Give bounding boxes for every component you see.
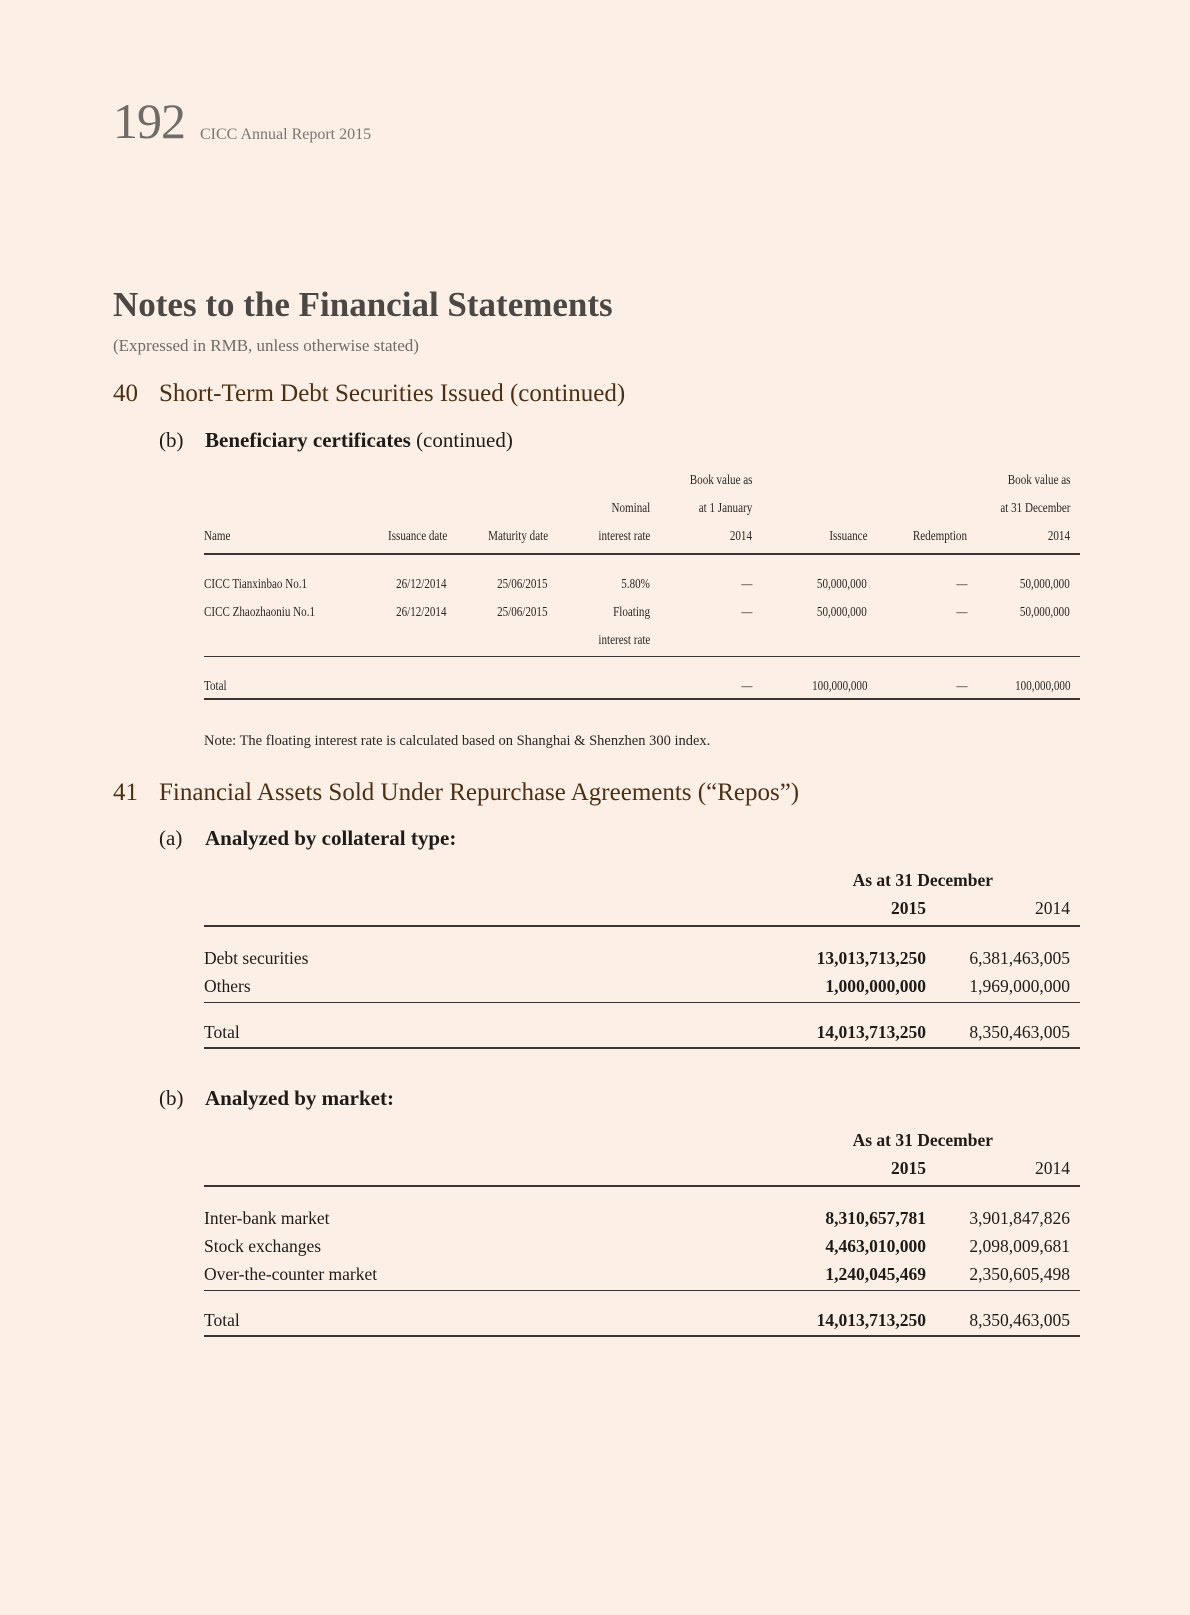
cell-issuance: 50,000,000 — [817, 604, 867, 619]
table-row — [204, 570, 1080, 598]
total-book-dec: 100,000,000 — [1014, 678, 1070, 693]
row-label: Inter-bank market — [204, 1208, 330, 1228]
row-label: Others — [204, 976, 251, 996]
thin-rule — [204, 1002, 1080, 1003]
subsection-label: (b) — [159, 428, 184, 452]
table-header-row — [204, 866, 1080, 894]
subtotal-rule — [204, 1288, 1080, 1306]
beneficiary-certificates-table — [204, 466, 1080, 704]
header-2014: 2014 — [1035, 898, 1070, 918]
row-label: Debt securities — [204, 948, 309, 968]
header-book-dec: at 31 December — [999, 500, 1070, 515]
subsection-suffix: (continued) — [410, 428, 513, 452]
header-rule — [204, 922, 1080, 944]
thin-rule — [204, 1290, 1080, 1291]
value-2014: 3,901,847,826 — [969, 1208, 1070, 1228]
report-title: CICC Annual Report 2015 — [200, 126, 372, 143]
header-2014: 2014 — [1035, 1158, 1070, 1178]
thick-rule — [204, 925, 1080, 927]
table-row — [204, 1260, 1080, 1288]
header-rule — [204, 550, 1080, 570]
total-2014: 8,350,463,005 — [969, 1310, 1070, 1330]
thick-rule — [204, 553, 1080, 555]
cell-rate: Floating — [613, 604, 650, 619]
subsection-title: Analyzed by collateral type: — [205, 826, 457, 850]
row-label: Over-the-counter market — [204, 1264, 378, 1284]
section-40b-heading — [159, 430, 513, 451]
cell-book-jan: — — [740, 604, 752, 619]
collateral-type-table — [204, 866, 1080, 1050]
section-title: Short-Term Debt Securities Issued (continued) — [159, 380, 626, 407]
header-book-jan: 2014 — [729, 528, 752, 543]
value-2015: 1,000,000,000 — [825, 976, 926, 996]
table-row — [204, 1232, 1080, 1260]
notes-subtitle: (Expressed in RMB, unless otherwise stated) — [113, 336, 419, 355]
header-book-jan: Book value as — [689, 472, 752, 487]
table-header-row — [204, 522, 1080, 550]
table-row — [204, 944, 1080, 972]
subtotal-rule — [204, 654, 1080, 672]
subtotal-rule — [204, 1000, 1080, 1018]
total-redemption: — — [955, 678, 967, 693]
table-header-row — [204, 894, 1080, 922]
thin-rule — [204, 656, 1080, 657]
table-header-row — [204, 1126, 1080, 1154]
cell-book-dec: 50,000,000 — [1020, 576, 1070, 591]
total-label: Total — [204, 678, 227, 693]
subsection-label: (a) — [159, 826, 183, 850]
total-2015: 14,013,713,250 — [816, 1310, 926, 1330]
total-issuance: 100,000,000 — [811, 678, 867, 693]
table-total-row — [204, 1018, 1080, 1046]
total-rule — [204, 1334, 1080, 1338]
header-2015: 2015 — [891, 1158, 926, 1178]
value-2014: 1,969,000,000 — [969, 976, 1070, 996]
cell-book-dec: 50,000,000 — [1020, 604, 1070, 619]
header-book-dec: 2014 — [1047, 528, 1070, 543]
table-total-row — [204, 1306, 1080, 1334]
header-redemption: Redemption — [912, 528, 967, 543]
section-title: Financial Assets Sold Under Repurchase Agreements (“Repos”) — [159, 779, 800, 806]
total-book-jan: — — [740, 678, 752, 693]
thick-rule — [204, 698, 1080, 700]
header-group: As at 31 December — [852, 1130, 993, 1150]
table-note: Note: The floating interest rate is calculated based on Shanghai & Shenzhen 300 index. — [204, 733, 711, 749]
table-row-continuation — [204, 626, 1080, 654]
section-41b-heading — [159, 1088, 394, 1109]
header-issuance: Issuance — [828, 528, 867, 543]
cell-rate: interest rate — [598, 632, 650, 647]
section-number: 41 — [113, 779, 138, 806]
cell-book-jan: — — [740, 576, 752, 591]
cell-redemption: — — [955, 604, 967, 619]
value-2014: 6,381,463,005 — [969, 948, 1070, 968]
cell-issuance-date: 26/12/2014 — [396, 576, 447, 591]
table-total-row — [204, 672, 1080, 700]
section-41-heading — [113, 780, 799, 805]
notes-title: Notes to the Financial Statements — [113, 285, 613, 324]
thick-rule — [204, 1047, 1080, 1049]
total-label: Total — [204, 1310, 240, 1330]
header-interest-rate: interest rate — [598, 528, 650, 543]
cell-name: CICC Zhaozhaoniu No.1 — [204, 604, 315, 619]
value-2015: 4,463,010,000 — [825, 1236, 926, 1256]
total-2014: 8,350,463,005 — [969, 1022, 1070, 1042]
header-2015: 2015 — [891, 898, 926, 918]
cell-maturity-date: 25/06/2015 — [497, 576, 548, 591]
subsection-label: (b) — [159, 1086, 184, 1110]
section-40-heading — [113, 381, 625, 406]
value-2015: 13,013,713,250 — [816, 948, 926, 968]
total-rule — [204, 700, 1080, 704]
table-row — [204, 598, 1080, 626]
header-book-jan: at 1 January — [698, 500, 752, 515]
table-row — [204, 1204, 1080, 1232]
header-group: As at 31 December — [852, 870, 993, 890]
subsection-title: Beneficiary certificates — [205, 428, 411, 452]
table-header-row — [204, 494, 1080, 522]
value-2015: 1,240,045,469 — [825, 1264, 926, 1284]
header-rule — [204, 1182, 1080, 1204]
header-name: Name — [204, 528, 231, 543]
header-maturity-date: Maturity date — [488, 528, 548, 543]
value-2015: 8,310,657,781 — [825, 1208, 926, 1228]
cell-issuance-date: 26/12/2014 — [396, 604, 447, 619]
total-rule — [204, 1046, 1080, 1050]
row-label: Stock exchanges — [204, 1236, 322, 1256]
page-number: 192 — [113, 93, 185, 149]
value-2014: 2,350,605,498 — [969, 1264, 1070, 1284]
header-issuance-date: Issuance date — [387, 528, 447, 543]
market-table — [204, 1126, 1080, 1338]
table-header-row — [204, 466, 1080, 494]
thick-rule — [204, 1335, 1080, 1337]
section-41a-heading — [159, 828, 456, 849]
section-number: 40 — [113, 380, 138, 407]
header-book-dec: Book value as — [1007, 472, 1070, 487]
table-header-row — [204, 1154, 1080, 1182]
total-label: Total — [204, 1022, 240, 1042]
total-2015: 14,013,713,250 — [816, 1022, 926, 1042]
header-nominal: Nominal — [611, 500, 650, 515]
cell-maturity-date: 25/06/2015 — [497, 604, 548, 619]
table-row — [204, 972, 1080, 1000]
thick-rule — [204, 1185, 1080, 1187]
cell-name: CICC Tianxinbao No.1 — [204, 576, 308, 591]
value-2014: 2,098,009,681 — [969, 1236, 1070, 1256]
cell-issuance: 50,000,000 — [817, 576, 867, 591]
cell-redemption: — — [955, 576, 967, 591]
subsection-title: Analyzed by market: — [205, 1086, 394, 1110]
cell-rate: 5.80% — [621, 576, 650, 591]
